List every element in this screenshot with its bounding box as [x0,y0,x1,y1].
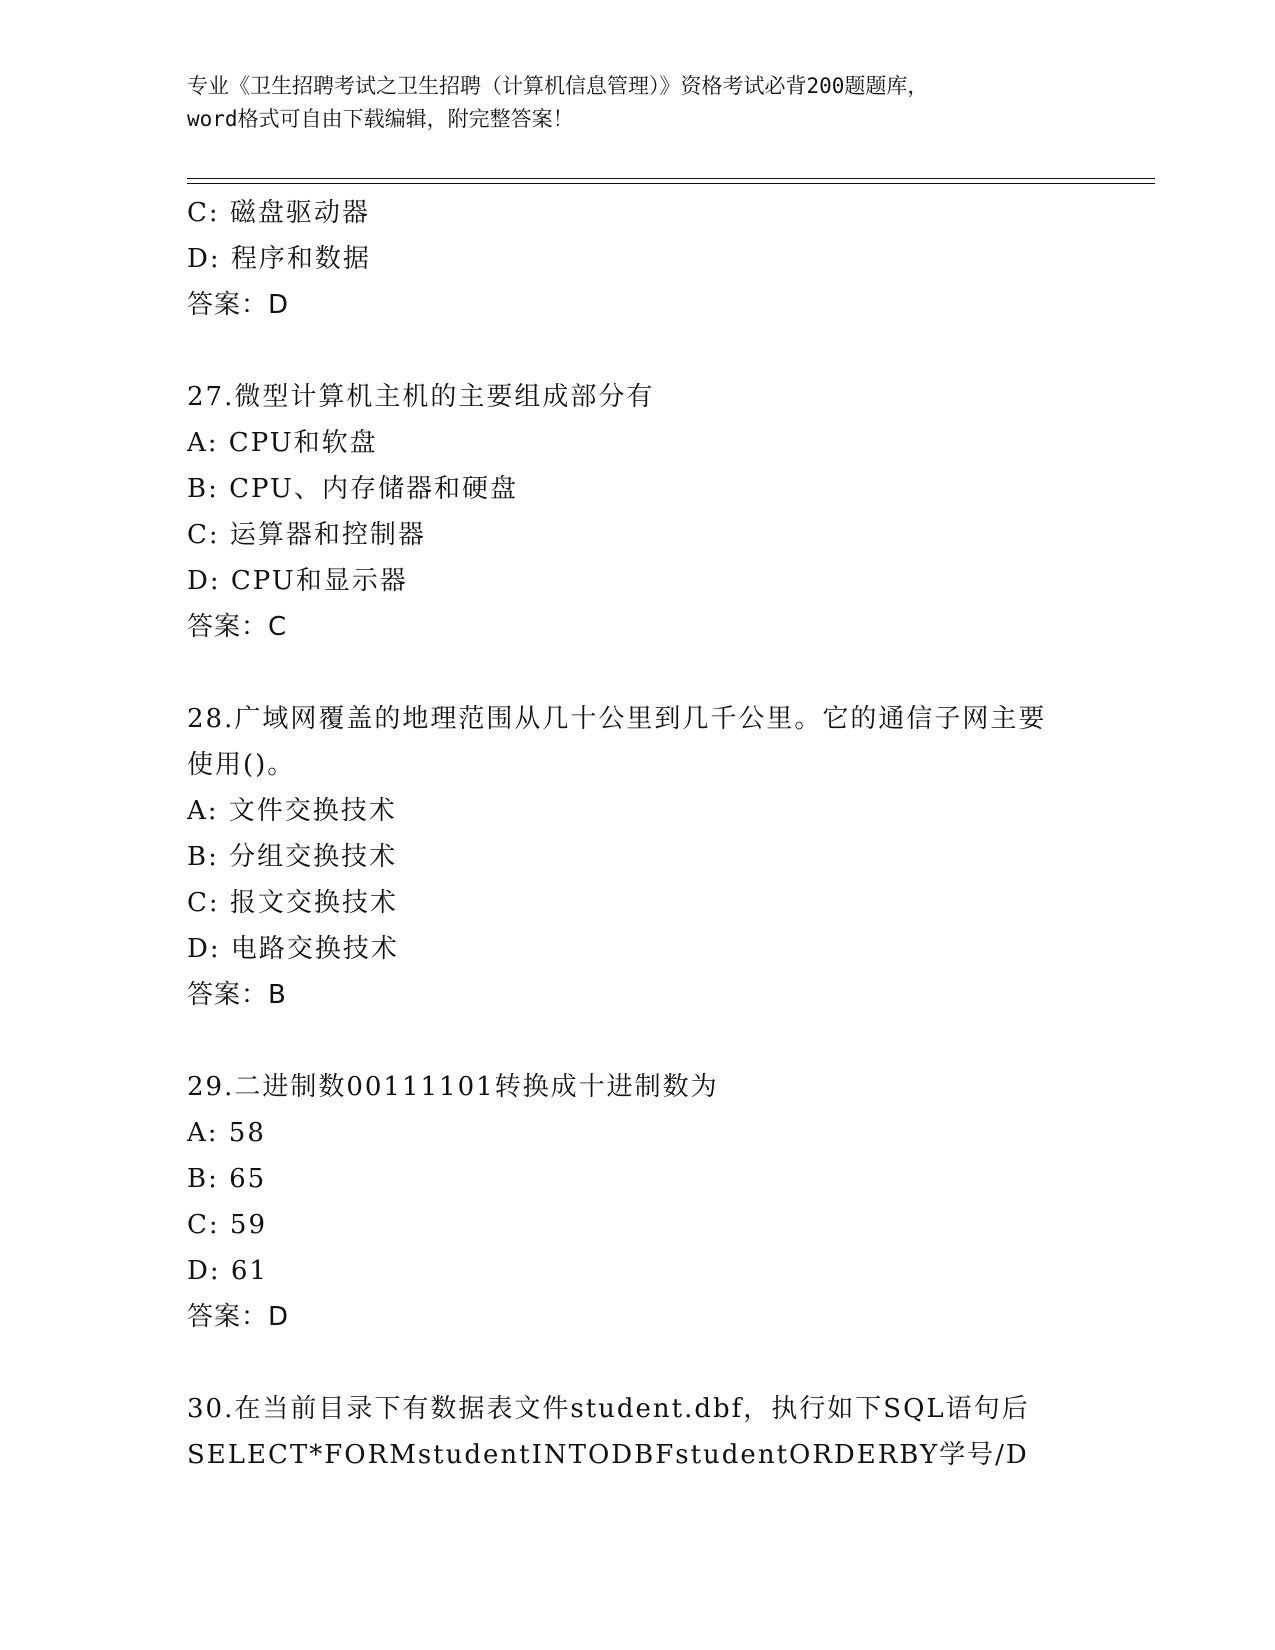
question-block-29 [187,1064,1087,1340]
option-a: A: 58 [187,1118,266,1148]
answer-line: 答案：D [187,290,290,320]
question-stem: 30.在当前目录下有数据表文件student.dbf，执行如下SQL语句后 [187,1394,1030,1424]
question-stem: 29.二进制数00111101转换成十进制数为 [187,1072,719,1102]
header-line-1: 专业《卫生招聘考试之卫生招聘（计算机信息管理）》资格考试必背200题题库， [187,74,929,98]
option-a: A: 文件交换技术 [187,796,397,826]
question-stem-continued: 使用()。 [187,750,296,780]
option-c: C: 59 [187,1210,268,1240]
option-c: C: 运算器和控制器 [187,520,426,550]
option-c: C: 磁盘驱动器 [187,198,370,228]
spacer [187,328,1087,374]
header-divider-bottom [187,183,1155,184]
question-stem-continued: SELECT*FORMstudentINTODBFstudentORDERBY学号/D [187,1440,1029,1470]
spacer [187,1018,1087,1064]
option-a: A: CPU和软盘 [187,428,378,458]
spacer [187,650,1087,696]
option-d: D: CPU和显示器 [187,566,408,596]
option-d: D: 程序和数据 [187,244,371,274]
question-block-30 [187,1386,1087,1478]
option-b: B: CPU、内存储器和硬盘 [187,474,518,504]
spacer [187,1340,1087,1386]
option-c: C: 报文交换技术 [187,888,398,918]
header-divider-top [187,178,1155,179]
question-block-26 [187,190,1087,328]
header-line-2: word格式可自由下载编辑，附完整答案！ [187,107,574,131]
question-block-28 [187,696,1087,1018]
question-stem: 27.微型计算机主机的主要组成部分有 [187,382,655,412]
question-stem: 28.广域网覆盖的地理范围从几十公里到几千公里。它的通信子网主要 [187,704,1047,734]
option-b: B: 分组交换技术 [187,842,398,872]
document-header [187,70,1087,136]
option-d: D: 61 [187,1256,268,1286]
question-block-27 [187,374,1087,650]
document-body [187,190,1087,1478]
answer-line: 答案：B [187,980,287,1010]
option-d: D: 电路交换技术 [187,934,399,964]
answer-line: 答案：D [187,1302,290,1332]
answer-line: 答案：C [187,612,288,642]
option-b: B: 65 [187,1164,267,1194]
